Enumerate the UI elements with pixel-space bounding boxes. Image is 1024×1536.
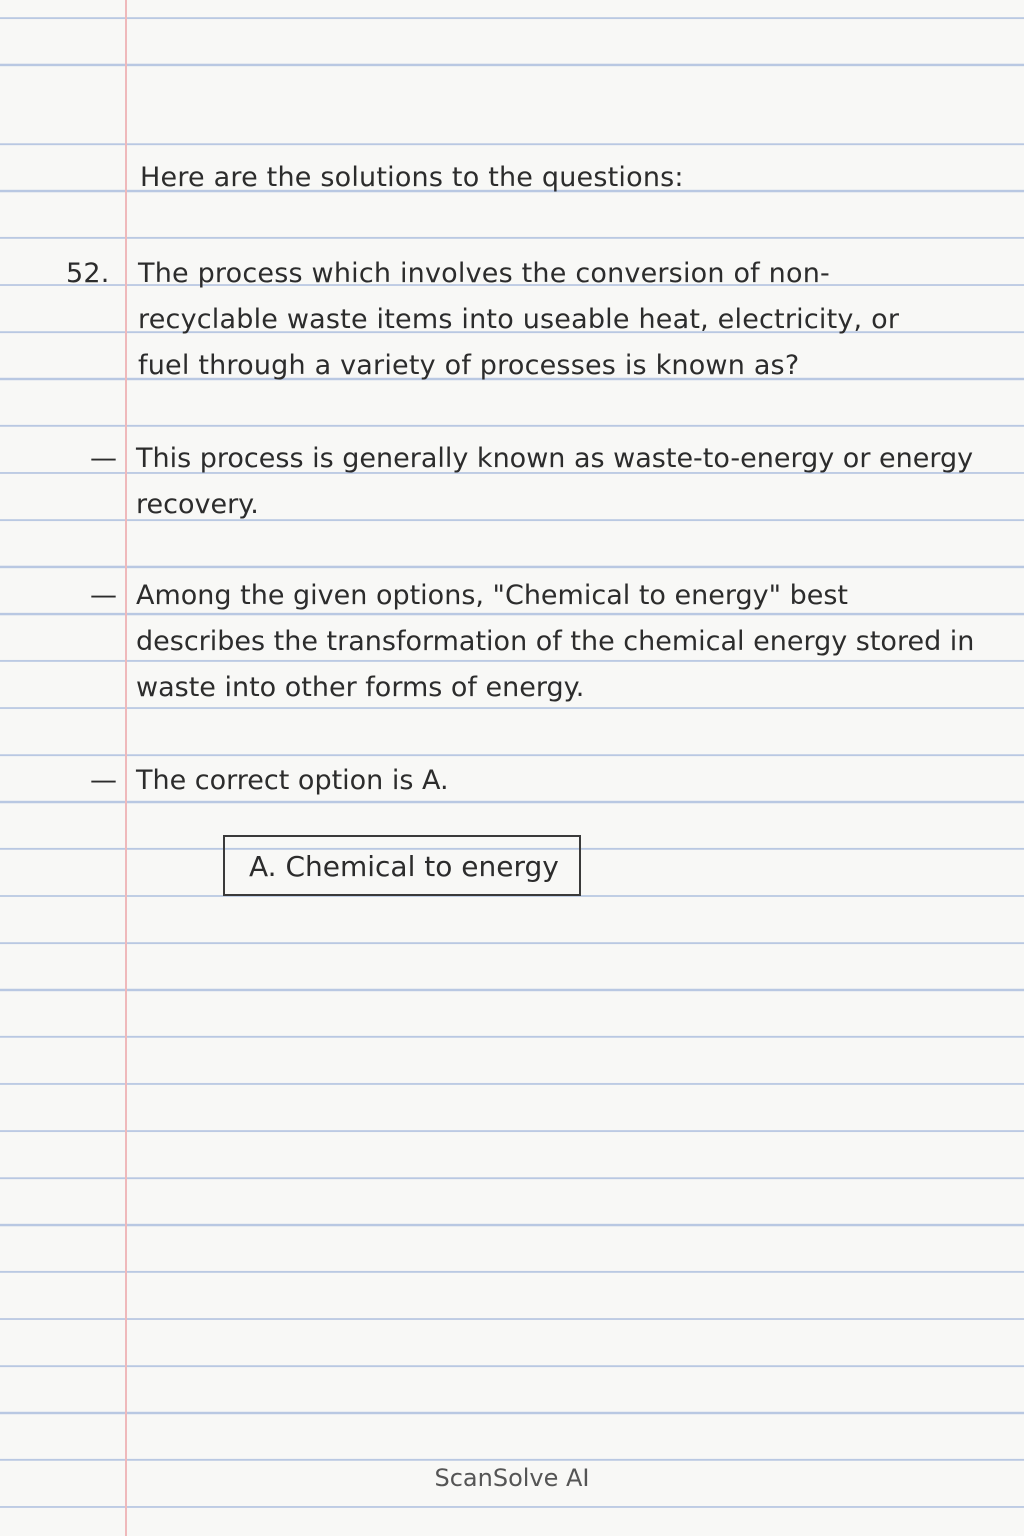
bullet-dash: — — [90, 580, 117, 611]
bullet-text: This process is generally known as waste-to-energy or energy recovery. — [136, 443, 974, 520]
margin-line — [125, 0, 127, 1536]
bullet-text: The correct option is A. — [136, 765, 449, 796]
answer-text: A. Chemical to energy — [249, 850, 559, 883]
bullet-dash: — — [90, 765, 117, 796]
footer-watermark: ScanSolve AI — [434, 1464, 590, 1492]
intro-text: Here are the solutions to the questions: — [140, 162, 684, 193]
bullet-text: Among the given options, "Chemical to energy" best describes the transformation of the chemical energy stored in waste into other forms of energy. — [136, 580, 975, 703]
question-text: The process which involves the conversion of non-recyclable waste items into useable heat, electricity, or fuel through a variety of processes is known as? — [138, 258, 900, 381]
bullet-dash: — — [90, 443, 117, 474]
question-number: 52. — [66, 258, 110, 289]
answer-box — [223, 835, 581, 896]
